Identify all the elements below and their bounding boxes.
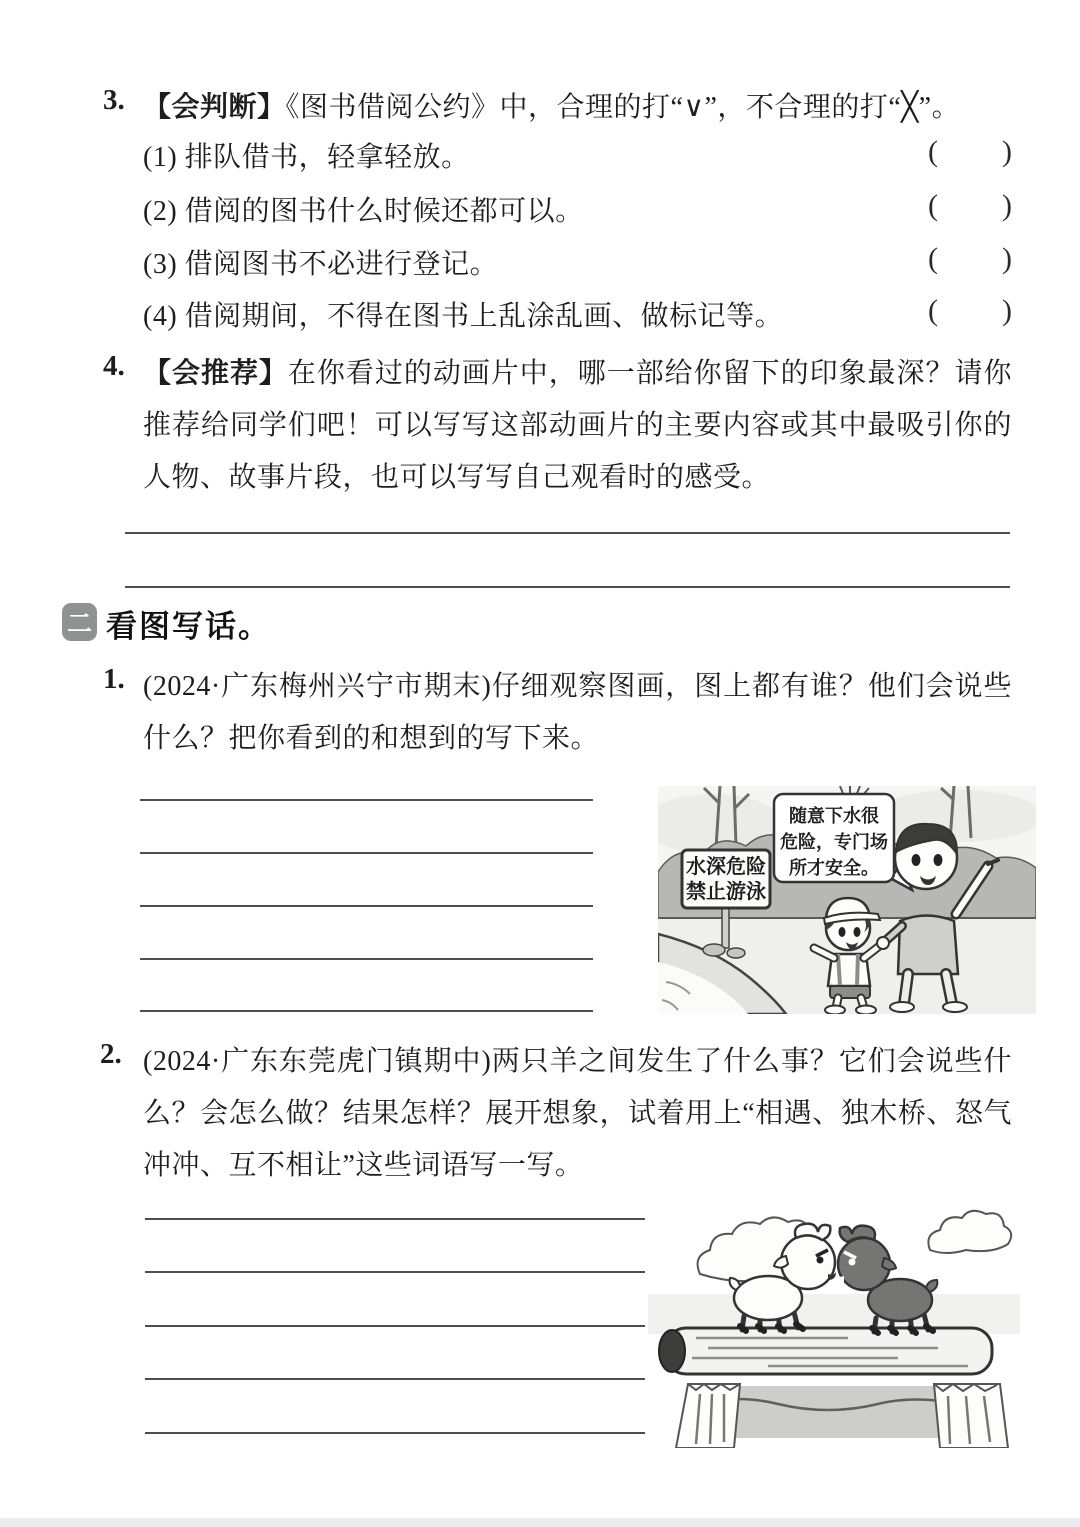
q3-item-4-text: (4) 借阅期间，不得在图书上乱涂乱画、做标记等。 <box>143 301 784 332</box>
q3-item-3-text: (3) 借阅图书不必进行登记。 <box>143 249 499 280</box>
q3-item-1 <box>143 135 1012 175</box>
answer-line <box>140 905 593 907</box>
answer-parens: ( ) <box>928 135 1012 168</box>
answer-line <box>140 958 593 960</box>
answer-parens: ( ) <box>928 242 1012 275</box>
w1-number: 1. <box>103 663 125 695</box>
answer-line <box>145 1325 645 1327</box>
q4-number: 4. <box>103 350 125 382</box>
answer-line <box>145 1218 645 1220</box>
answer-line <box>140 852 593 854</box>
q4-stem-text: 在你看过的动画片中，哪一部给你留下的印象最深？请你推荐给同学们吧！可以写写这部动画片的主要内容或其中最吸引你的人物、故事片段，也可以写写自己观看时的感受。 <box>143 358 1012 493</box>
q3-item-4 <box>143 294 1012 334</box>
q3-number: 3. <box>103 84 125 116</box>
answer-line <box>145 1271 645 1273</box>
answer-line <box>140 799 593 801</box>
q3-tag: 【会判断】 <box>143 92 286 123</box>
q4-stem <box>143 348 1012 504</box>
q3-stem <box>143 82 960 134</box>
illustration-two-goats <box>648 1198 1020 1448</box>
warning-sign-line-1: 水深危险 <box>686 856 766 878</box>
answer-parens: ( ) <box>928 294 1012 327</box>
q3-item-2 <box>143 189 1012 229</box>
answer-line <box>125 586 1010 588</box>
q3-stem-text: 《图书借阅公约》中，合理的打“∨”，不合理的打“╳”。 <box>285 92 961 123</box>
q3-item-1-text: (1) 排队借书，轻拿轻放。 <box>143 142 470 173</box>
answer-line <box>145 1378 645 1380</box>
q3-item-2-text: (2) 借阅的图书什么时候还都可以。 <box>143 196 584 227</box>
w1-stem: (2024·广东梅州兴宁市期末)仔细观察图画，图上都有谁？他们会说些什么？把你看到的和想到的写下来。 <box>143 671 1012 754</box>
page-bottom-edge <box>0 1518 1080 1527</box>
speech-bubble-line-1: 随意下水很 <box>789 806 879 826</box>
warning-sign-line-2: 禁止游泳 <box>686 881 766 903</box>
answer-line <box>145 1432 645 1434</box>
illustration-no-swimming <box>658 786 1036 1014</box>
two-goats-scene <box>648 1198 1020 1448</box>
q4-tag: 【会推荐】 <box>143 358 288 389</box>
section-2-badge: 二 <box>62 603 97 641</box>
q3-item-3 <box>143 242 1012 282</box>
speech-bubble-line-3: 所才安全。 <box>789 858 879 878</box>
section-2-title: 看图写话。 <box>106 609 271 644</box>
w2-number: 2. <box>100 1038 122 1070</box>
speech-bubble-line-2: 危险，专门场 <box>780 832 888 852</box>
answer-line <box>125 532 1010 534</box>
w2-stem: (2024·广东东莞虎门镇期中)两只羊之间发生了什么事？它们会说些什么？会怎么做？结果怎样？展开想象，试着用上“相遇、独木桥、怒气冲冲、互不相让”这些词语写一写。 <box>143 1046 1012 1181</box>
answer-parens: ( ) <box>928 189 1012 222</box>
no-swimming-scene <box>658 786 1036 1014</box>
answer-line <box>140 1010 593 1012</box>
